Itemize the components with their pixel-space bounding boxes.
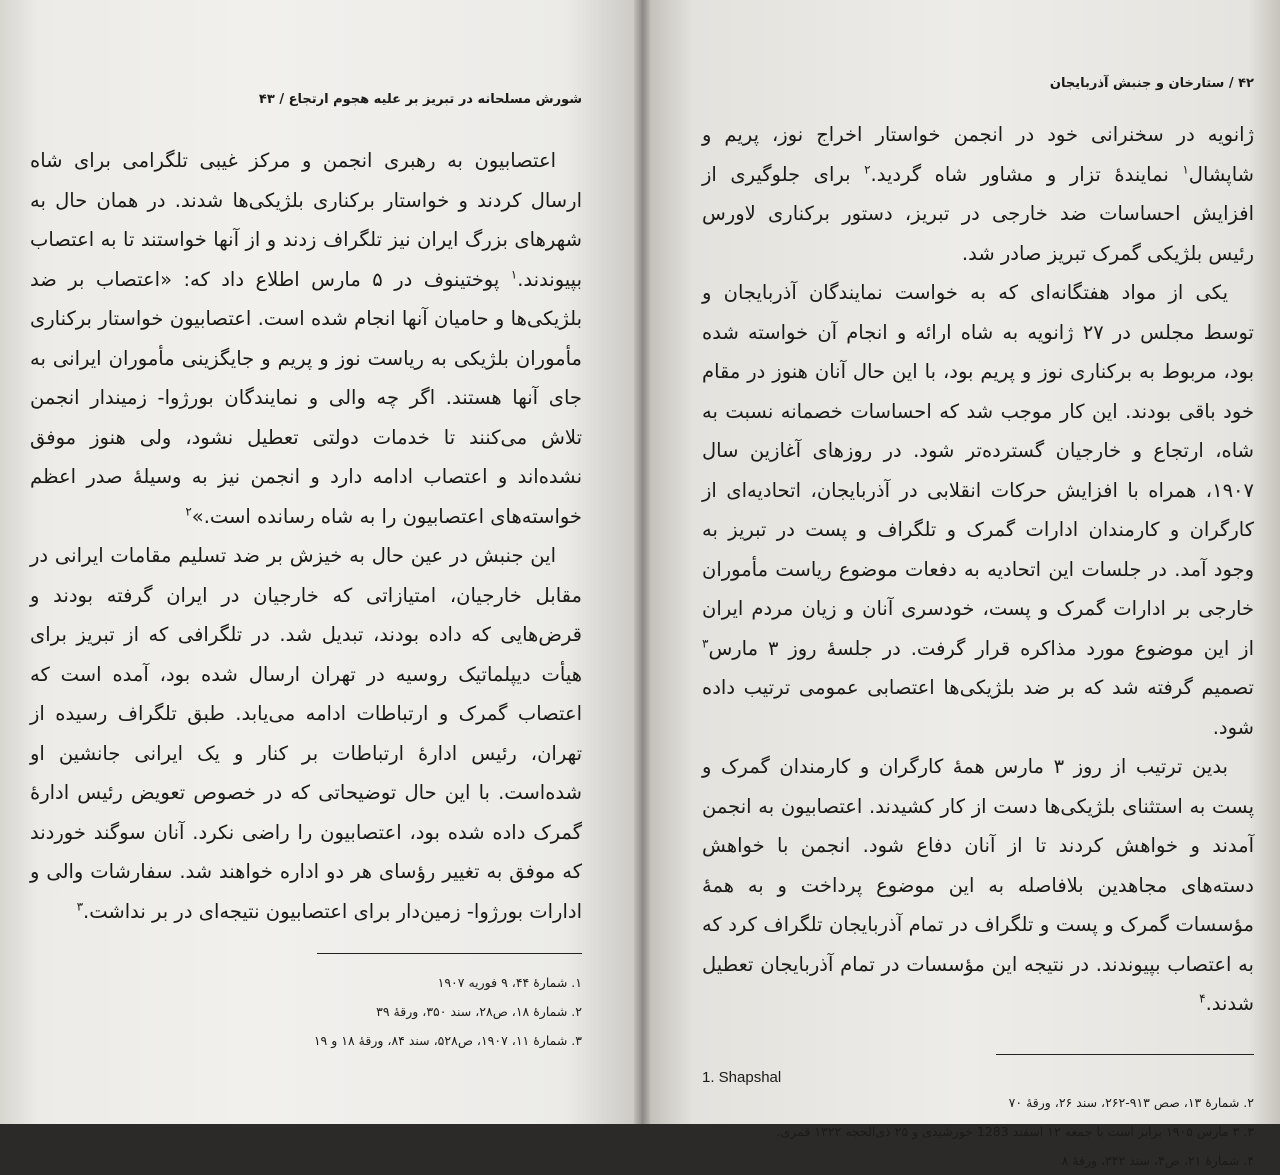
footnote-marker: ۳: [702, 636, 709, 650]
footnote: ۱. شمارهٔ ۴۴، ۹ فوریه ۱۹۰۷: [437, 975, 582, 990]
footnote-marker: ۴: [1199, 991, 1206, 1006]
footnote-marker: ۲: [185, 504, 192, 518]
footnote-divider: [317, 953, 582, 954]
footnote: ۴. شمارهٔ ۲۱، ص۴، سند ۳۴۲، ورقهٔ ۸: [1061, 1152, 1254, 1168]
footnotes: [30, 968, 582, 1055]
paragraph: یکی از مواد هفتگانه‌ای که به خواست نمایندگان آذربایجان و توسط مجلس در ۲۷ ژانویه به شاه ارائه و انجام آن خواسته شده بود، مربوط به برکناری نوز و پریم بود، با این حال آنان هنوز در مقام خود باقی بودند. این کار موجب شد که احساسات خصمانه نسبت به شاه، ارتجاع و خارجیان گسترده‌تر شود. در روزهای آغازین سال ۱۹۰۷، همراه با افزایش حرکات انقلابی در آذربایجان، اتحادیه‌ای از کارگران و کارمندان ادارات گمرک و تلگراف و پست در تبریز به وجود آمد. در جلسات این اتحادیه به دفعات موضوع ریاست مأموران خارجی بر ادارات گمرک و پست، خودسری آنان و زیان مردم ایران از این موضوع مورد مذاکره قرار گرفت. در جلسهٔ روز ۳ مارس$^۳$ تصمیم گرفته شد که بر ضد بلژیکی‌ها اعتصابی عمومی ترتیب داده شود.: [702, 281, 1255, 739]
footnotes: [702, 1088, 1254, 1175]
book-gutter: [634, 0, 650, 1124]
left-page: [0, 0, 642, 1124]
footnote-marker: ۳: [76, 899, 84, 913]
footnote-marker: ۱: [510, 267, 518, 281]
footnote: ۳. ۳ مارس ۱۹۰۵ برابر است با جمعه ۱۲ اسفند 1283 خورشیدی و ۲۵ ذی‌الحجه ۱۳۲۲ قمری.: [776, 1123, 1254, 1139]
paragraph: اعتصابیون به رهبری انجمن و مرکز غیبی تلگرامی برای شاه ارسال کردند و خواستار برکناری بلژیکی‌ها شدند. در همان حال به شهرهای بزرگ ایران نیز تلگراف زدند و از آنها خواستند تا به اعتصاب بپیوندند.$^۱$ پوختینوف در ۵ مارس اطلاع داد که: «اعتصاب بر ضد بلژیکی‌ها و حامیان آنها انجام شده است. اعتصابیون خواستار برکناری مأموران بلژیکی به ریاست نوز و پریم و جایگزینی مأموران ایرانی به جای آنها هستند. اگر چه والی و نمایندگان بورژوا- زمیندار انجمن تلاش می‌کنند تا خدمات دولتی تعطیل نشود، ولی هنوز موفق نشده‌اند و اعتصاب ادامه دارد و انجمن نیز به وسیلهٔ صدر اعظم خواسته‌های اعتصابیون را به شاه رسانده است.»$^۲$: [30, 149, 582, 528]
running-header: ۴۲ / ستارخان و جنبش آذربایجان: [1049, 76, 1254, 91]
paragraph: این جنبش در عین حال به خیزش بر ضد تسلیم مقامات ایرانی در مقابل خارجیان، امتیازاتی که خارجیان در ایران گرفته بودند و قرض‌هایی که داده بودند، تبدیل شد. در تلگرافی که از تبریز برای هیأت دیپلماتیک روسیه در تهران ارسال شده بود، آمده است که اعتصاب گمرک و ارتباطات ادامه می‌یابد. طبق تلگراف رسیده از تهران، رئیس ادارهٔ ارتباطات بر کنار و یک ایرانی جانشین او شده‌است. با این حال توضیحاتی که در خصوص تعویض رئیس ادارهٔ گمرک داده شده بود، اعتصابیون را راضی نکرد. آنان سوگند خوردند که موفق به تغییر رؤسای هر دو اداره خواهند شد. سفارشات والی و ادارات بورژوا- زمین‌دار برای اعتصابیون نتیجه‌ای در بر نداشت.$^۳$: [30, 544, 582, 923]
footnote: ۳. شمارهٔ ۱۱، ۱۹۰۷، ص۵۲۸، سند ۸۴، ورقهٔ ۱۸ و ۱۹: [313, 1033, 582, 1048]
latin-footnote: 1. Shapshal: [702, 1068, 782, 1086]
paragraph: بدین ترتیب از روز ۳ مارس همهٔ کارگران و کارمندان گمرک و پست به استثنای بلژیکی‌ها دست از کار کشیدند. اعتصابیون به انجمن آمدند و خواهش کردند تا از آنان دفاع شود. انجمن با خواهش دسته‌های مجاهدین بلافاصله به این موضوع پرداخت و به همهٔ مؤسسات گمرک و پست و تلگراف در تمام آذربایجان تلگراف کرد که به اعتصاب بپیوندند. در نتیجه این مؤسسات در تمام آذربایجان تعطیل شدند.$^۴$: [702, 755, 1254, 1015]
footnote-divider: [996, 1054, 1254, 1055]
footnote-marker: ۱: [1182, 162, 1189, 176]
right-page: [642, 0, 1280, 1168]
running-header: شورش مسلحانه در تبریز بر علیه هجوم ارتجاع / ۴۳: [258, 92, 582, 107]
paragraph: ژانویه در سخنرانی خود در انجمن خواستار اخراج نوز، پریم و شاپشال$^۱$ نمایندهٔ تزار و مشاور شاه گردید.$^۲$ برای جلوگیری از افزایش احساسات ضد خارجی در تبریز، دستور برکناری لاورس رئیس بلژیکی گمرک تبریز صادر شد.: [702, 123, 1254, 265]
footnote: ۲. شمارهٔ ۱۸، ص۲۸، سند ۳۵۰، ورقهٔ ۳۹: [376, 1004, 582, 1019]
footnote: ۲. شمارهٔ ۱۳، صص ۹۱۳-۲۶۲، سند ۲۶، ورقهٔ ۷۰: [1008, 1094, 1254, 1110]
footnote-marker: ۲: [864, 162, 871, 176]
